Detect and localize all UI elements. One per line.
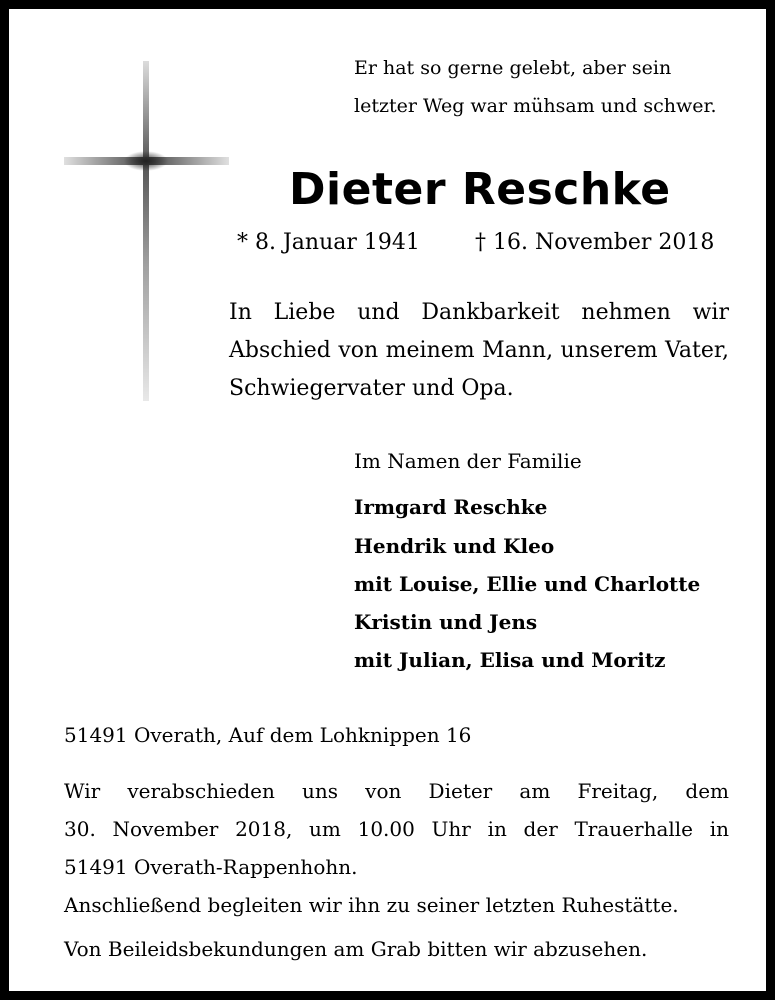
motto-line-1: Er hat so gerne gelebt, aber sein bbox=[354, 57, 672, 79]
cross-icon bbox=[64, 61, 229, 401]
intro-line-3: Schwiegervater und Opa. bbox=[229, 376, 514, 401]
condolence-note: Von Beileidsbekundungen am Grab bitten wir abzusehen. bbox=[64, 937, 648, 961]
family-label: Im Namen der Familie bbox=[354, 449, 582, 473]
motto-line-2: letzter Weg war mühsam und schwer. bbox=[354, 95, 717, 117]
birth-date: * 8. Januar 1941 bbox=[237, 230, 420, 255]
service-line-4: Anschließend begleiten wir ihn zu seiner letzten Ruhestätte. bbox=[64, 893, 679, 917]
intro-line-2: Abschied von meinem Mann, unserem Vater, bbox=[229, 338, 729, 363]
service-line-2: 30. November 2018, um 10.00 Uhr in der Trauerhalle in bbox=[64, 817, 729, 841]
service-line-3: 51491 Overath-Rappenhohn. bbox=[64, 855, 358, 879]
deceased-name: Dieter Reschke bbox=[289, 164, 671, 215]
address: 51491 Overath, Auf dem Lohknippen 16 bbox=[64, 723, 472, 747]
family-member: Kristin und Jens bbox=[354, 610, 538, 634]
service-line-1: Wir verabschieden uns von Dieter am Freitag, dem bbox=[64, 779, 729, 803]
family-member: mit Louise, Ellie und Charlotte bbox=[354, 572, 701, 596]
intro-line-1: In Liebe und Dankbarkeit nehmen wir bbox=[229, 300, 729, 325]
service-text bbox=[64, 772, 729, 924]
family-member: mit Julian, Elisa und Moritz bbox=[354, 648, 666, 672]
family-member: Hendrik und Kleo bbox=[354, 534, 555, 558]
intro-text bbox=[229, 294, 729, 408]
family-member: Irmgard Reschke bbox=[354, 495, 548, 519]
death-date: † 16. November 2018 bbox=[475, 230, 715, 255]
